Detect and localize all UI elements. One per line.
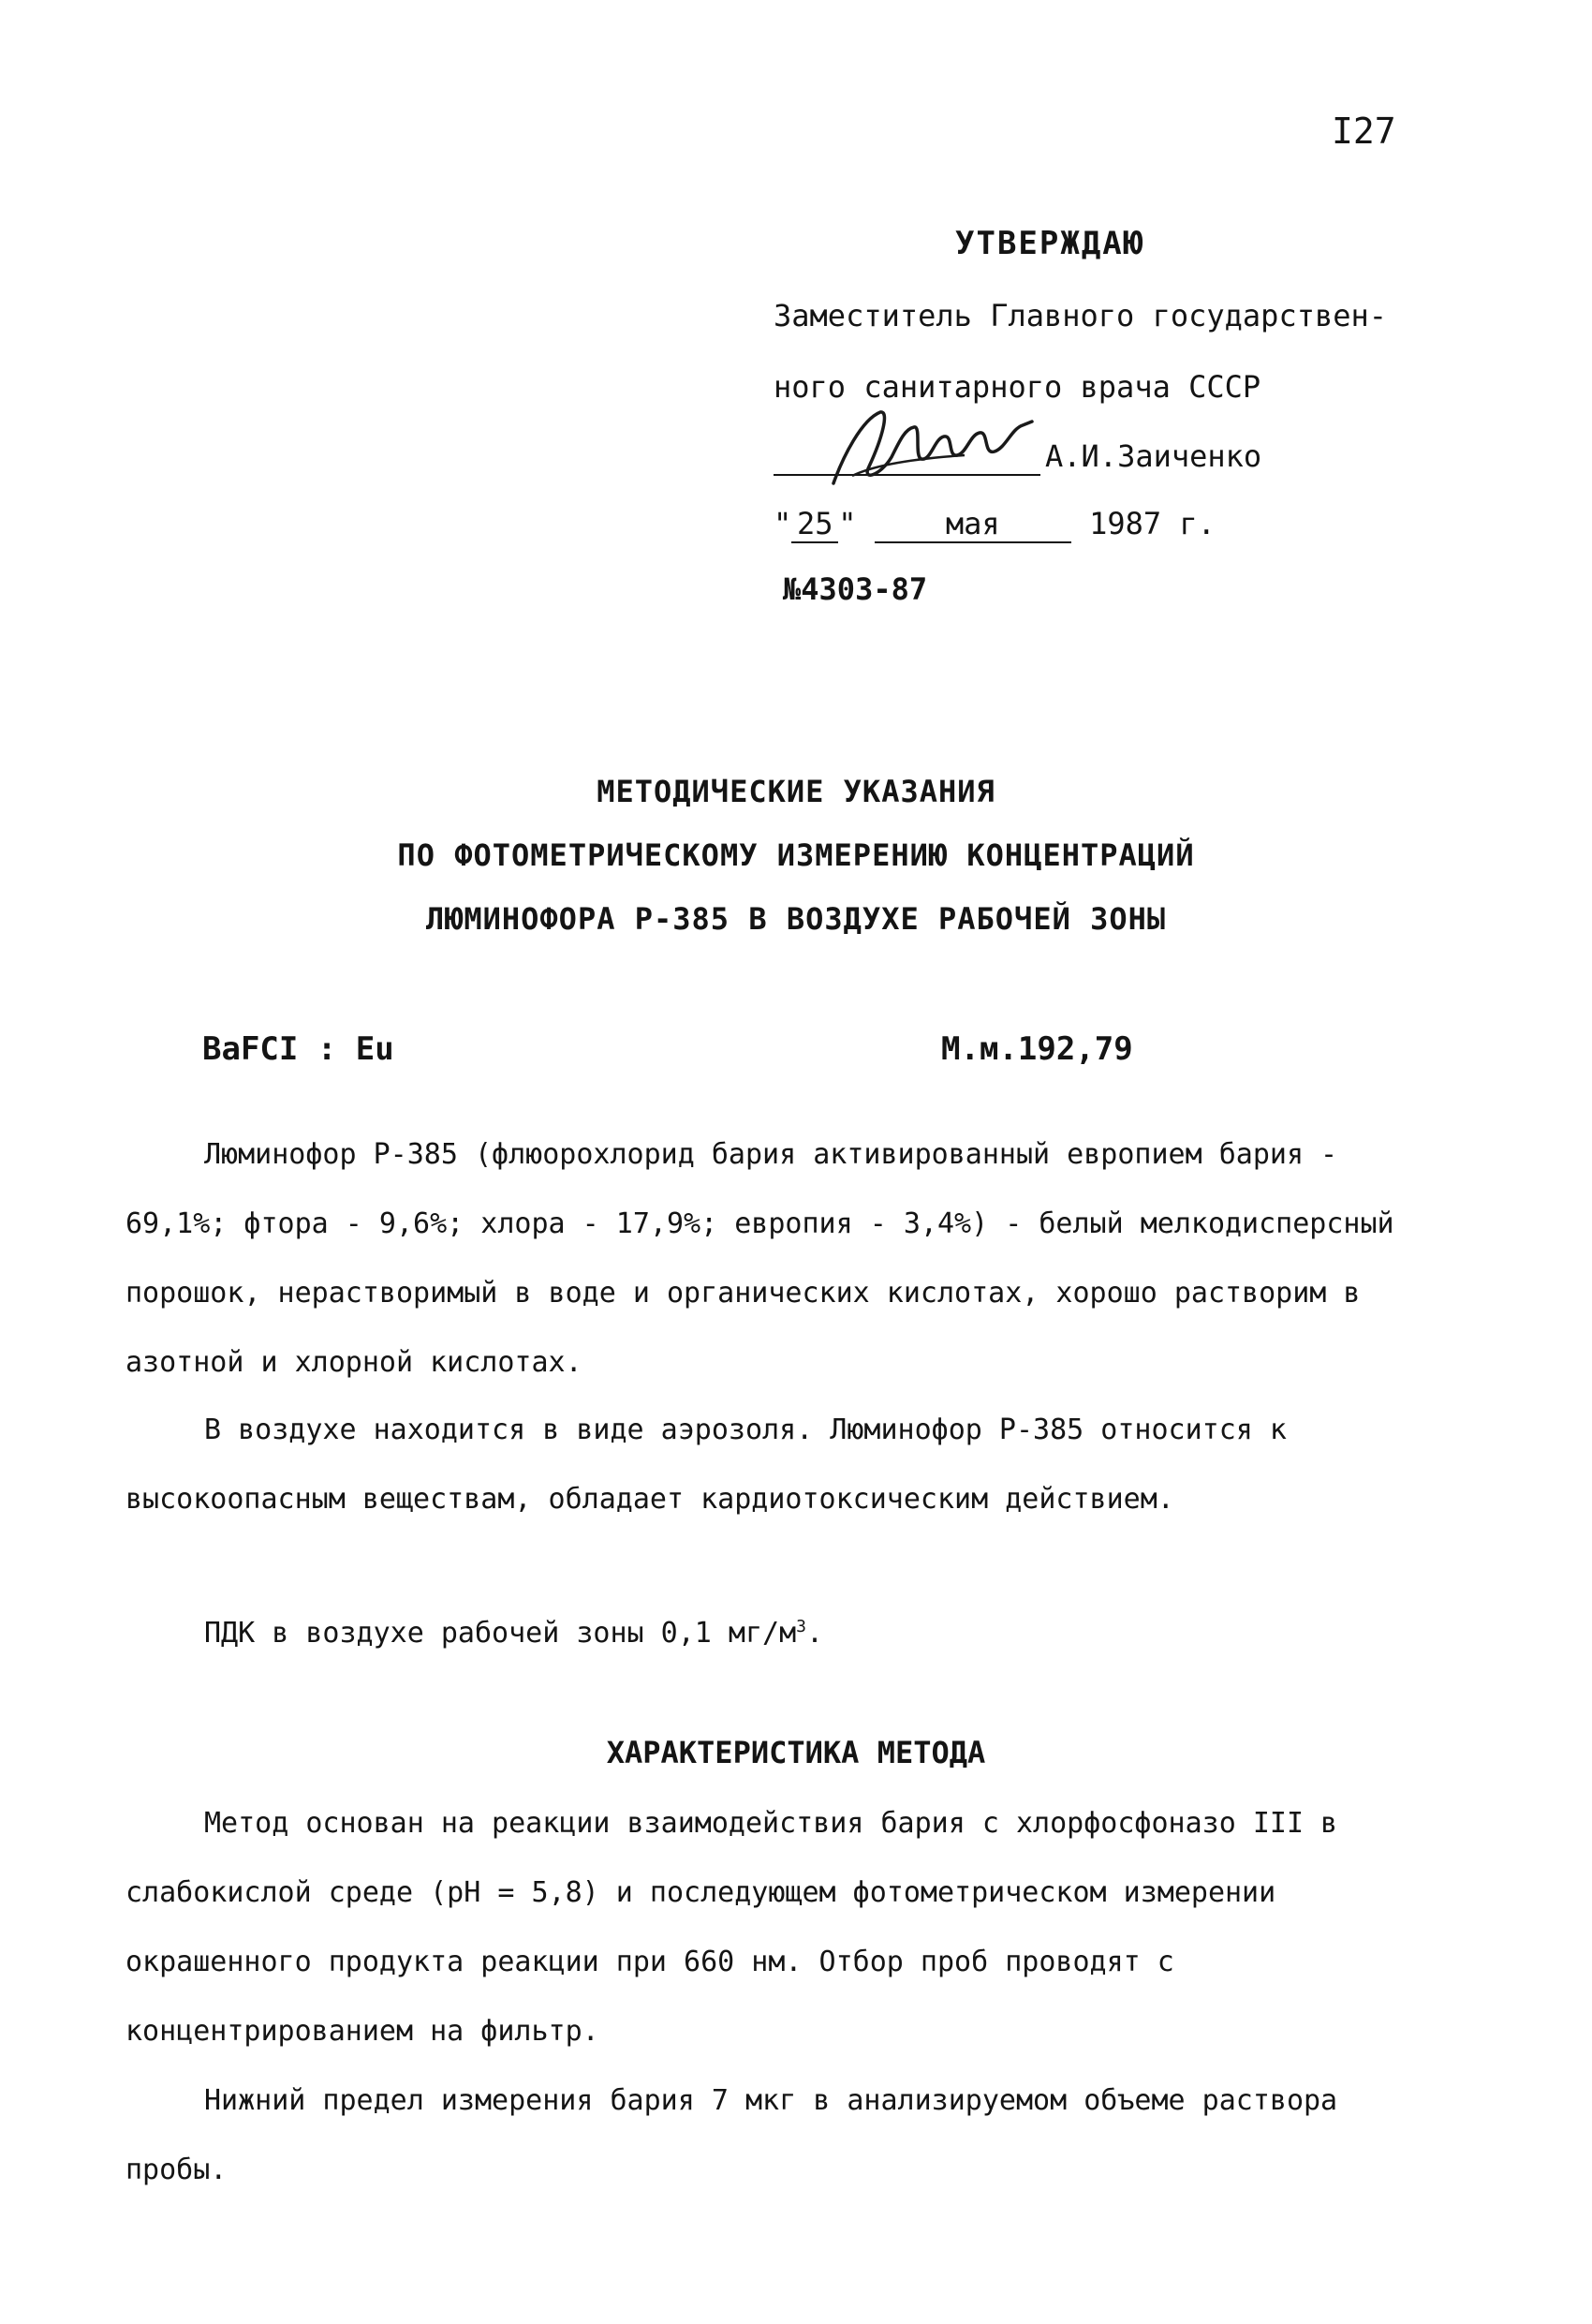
mac-end: .: [806, 1617, 824, 1650]
approval-position-line1: Заместитель Главного государствен-: [774, 298, 1388, 333]
handwritten-signature: [824, 401, 1039, 495]
chemical-formula: BaFCI : Eu: [202, 1030, 394, 1068]
method-paragraph: Метод основан на реакции взаимодействия бария с хлорфосфоназо III в слабокислой среде (рН = 5,8) и последующем фотометрическом измерении окрашенного продукта реакции при 660 нм. Отбор проб проводят с концентрированием на фильтр.: [125, 1807, 1338, 2048]
date-close-quote: ": [838, 506, 857, 541]
date-month: мая: [875, 506, 1071, 543]
hazard-paragraph: В воздухе находится в виде аэрозоля. Люминофор Р-385 относится к высокоопасным веществам, обладает кардиотоксическим действием.: [125, 1414, 1287, 1516]
detection-limit-paragraph: Нижний предел измерения бария 7 мкг в анализируемом объеме раствора пробы.: [125, 2084, 1338, 2186]
mac-superscript: 3: [796, 1617, 806, 1636]
section-heading: ХАРАКТЕРИСТИКА МЕТОДА: [606, 1735, 986, 1770]
page-number: I27: [1332, 111, 1396, 152]
date-day: 25: [791, 506, 838, 543]
date-open-quote: ": [774, 506, 792, 541]
approval-title: УТВЕРЖДАЮ: [955, 225, 1145, 262]
signatory-name: А.И.Заиченко: [1045, 438, 1262, 474]
title-line2: ПО ФОТОМЕТРИЧЕСКОМУ ИЗМЕРЕНИЮ КОНЦЕНТРАЦИЙ: [397, 837, 1195, 873]
title-line3: ЛЮМИНОФОРА Р-385 В ВОЗДУХЕ РАБОЧЕЙ ЗОНЫ: [425, 901, 1167, 937]
title-line1: МЕТОДИЧЕСКИЕ УКАЗАНИЯ: [597, 774, 995, 809]
description-paragraph: Люминофор Р-385 (флюорохлорид бария активированный европием бария - 69,1%; фтора - 9,6%; хлора - 17,9%; европия - 3,4%) - белый мелкодисперсный порошок, нерастворимый в воде и органических кислотах, хорошо растворим в азотной и хлорной кислотах.: [125, 1138, 1394, 1379]
document-number: №4303-87: [783, 571, 928, 607]
approval-position-line2: ного санитарного врача СССР: [774, 369, 1261, 405]
molar-mass: М.м.192,79: [941, 1030, 1133, 1068]
date-year: 1987 г.: [1089, 506, 1216, 541]
mac-paragraph: [125, 1592, 1437, 1668]
approval-date: [774, 506, 1216, 543]
mac-text: ПДК в воздухе рабочей зоны 0,1 мг/м: [204, 1617, 797, 1650]
